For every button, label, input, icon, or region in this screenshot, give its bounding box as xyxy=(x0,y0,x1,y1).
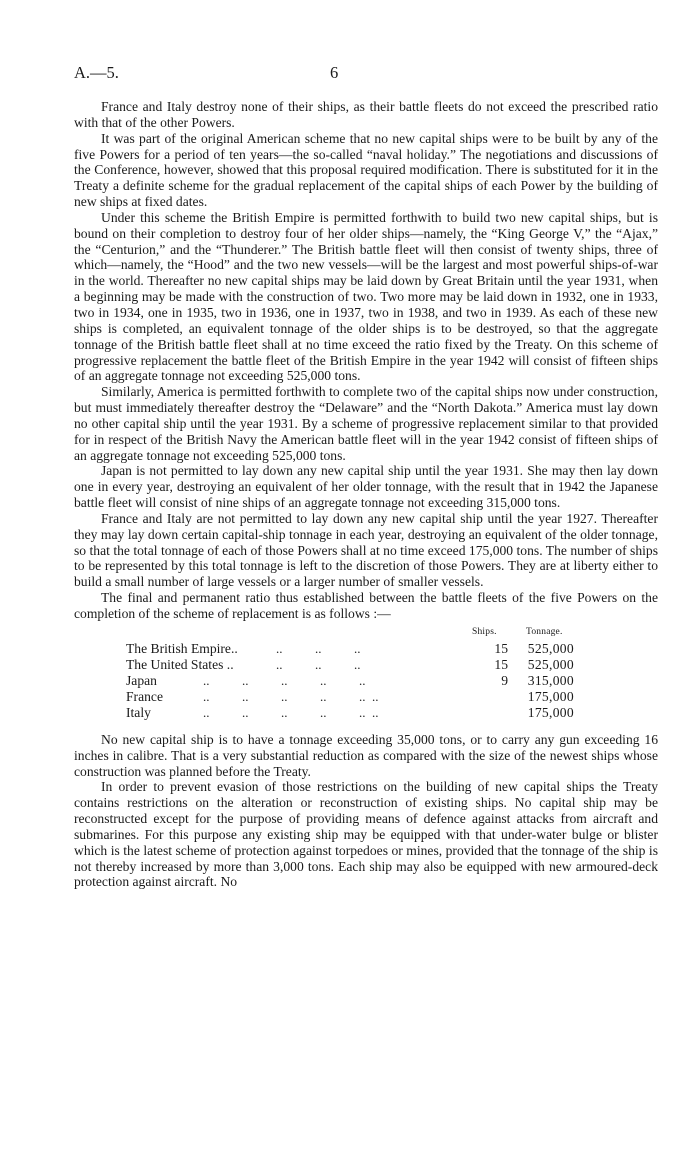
paragraph-japan-scheme: Japan is not permitted to lay down any new capital ship until the year 1931. She may then lay down one in every year, destroying an equivalent of her older tonnage, with the result that in 1942 the Japanese battle fleet will consist of nine ships of an aggregate tonnage not exceeding 315,000 tons. xyxy=(74,463,658,511)
document-page xyxy=(74,63,658,890)
ratio-ships-value: 15 xyxy=(494,640,508,656)
ratio-row-united-states xyxy=(74,657,658,672)
ratio-row-italy xyxy=(74,705,658,720)
ratio-ships-value: 9 xyxy=(501,672,508,688)
ratio-row-france xyxy=(74,689,658,704)
ratio-tonnage-value: 525,000 xyxy=(527,640,574,656)
paragraph-america-scheme: Similarly, America is permitted forthwith to complete two of the capital ships now under construction, but must immediately thereafter destroy the “Delaware” and the “North Dakota.” America must lay down no other capital ship until the year 1931. By a scheme of progressive replacement similar to that provided for in respect of the British Navy the American battle fleet will in the year 1942 consist of fifteen ships of an aggregate tonnage not exceeding 525,000 tons. xyxy=(74,384,658,463)
paragraph-france-italy: France and Italy destroy none of their ships, as their battle fleets do not exceed the prescribed ratio with that of the other Powers. xyxy=(74,99,658,130)
ratio-leader-dots: .. .. .. xyxy=(276,656,361,672)
paragraph-reconstruction-restrictions: In order to prevent evasion of those restrictions on the building of new capital ships the Treaty contains restrictions on the alteration or reconstruction of existing ships. No capital ship may be reconstructed except for the purpose of providing means of defence against attacks from aircraft and submarines. For this purpose any existing ship may be equipped with that under-water bulge or blister which is the latest scheme of protection against torpedoes or mines, provided that the tonnage of the ship is not thereby increased by more than 3,000 tons. Each ship may also be equipped with new armoured-deck protection against aircraft. No xyxy=(74,779,658,890)
ratio-power-name: The United States .. xyxy=(126,656,234,672)
ratio-header-tonnage: Tonnage. xyxy=(526,626,563,637)
ratio-leader-dots: .. .. .. xyxy=(276,640,361,656)
ratio-power-name: Italy xyxy=(126,704,151,720)
ratio-tonnage-value: 175,000 xyxy=(527,688,574,704)
ratio-leader-dots: .. .. .. .. .. .. xyxy=(203,704,379,720)
ratio-ships-value: 15 xyxy=(494,656,508,672)
ratio-power-name: The British Empire.. xyxy=(126,640,238,656)
ratio-tonnage-value: 315,000 xyxy=(527,672,574,688)
document-reference: A.—5. xyxy=(74,63,119,82)
ratio-power-name: Japan xyxy=(126,672,157,688)
page-number: 6 xyxy=(330,63,339,82)
ratio-tonnage-value: 175,000 xyxy=(527,704,574,720)
paragraph-naval-holiday: It was part of the original American scheme that no new capital ships were to be built by any of the five Powers for a period of ten years—the so-called “naval holiday.” The negotiations and discussions of the Conference, however, showed that this proposal required modification. There is substituted for it in the Treaty a definite scheme for the gradual replacement of the capital ships of each Power by the building of new ships at fixed dates. xyxy=(74,130,658,210)
ratio-header-ships: Ships. xyxy=(472,626,497,637)
paragraph-france-italy-scheme: France and Italy are not permitted to lay down any new capital ship until the year 1927. Thereafter they may lay down certain capital-ship tonnage in each year, destroying an equivalent of the older tonnage, so that the total tonnage of each of those Powers shall at no time exceed 175,000 tons. The number of ships to be represented by this total tonnage is left to the discretion of those Powers. They are at liberty either to build a small number of large vessels or a larger number of smaller vessels. xyxy=(74,510,658,590)
ratio-power-name: France xyxy=(126,688,163,704)
ratio-tonnage-value: 525,000 xyxy=(527,656,574,672)
page-header xyxy=(74,63,658,85)
paragraph-final-ratio: The final and permanent ratio thus established between the battle fleets of the five Powers on the completion of the scheme of replacement is as follows :— xyxy=(74,590,658,621)
ratio-leader-dots: .. .. .. .. .. .. xyxy=(203,688,379,704)
ratio-row-japan xyxy=(74,673,658,688)
ratio-leader-dots: .. .. .. .. .. xyxy=(203,672,366,688)
ratio-table xyxy=(74,622,658,718)
ratio-row-british-empire xyxy=(74,641,658,656)
paragraph-british-scheme: Under this scheme the British Empire is permitted forthwith to build two new capital ships, but is bound on their completion to destroy four of her older ships—namely, the “King George V,” the “Ajax,” the “Centurion,” and the “Thunderer.” The British battle fleet will then consist of twenty ships, three of which—namely, the “Hood” and the two new vessels—will be the largest and most powerful ships-of-war in the world. Thereafter no new capital ships may be laid down by Great Britain until the year 1931, when a beginning may be made with the construction of two. Two more may be laid down in 1932, one in 1933, two in 1934, one in 1935, two in 1936, one in 1937, two in 1938, and two in 1939. As each of these new ships is completed, an equivalent tonnage of the older ships is to be destroyed, so that the aggregate tonnage of the British battle fleet shall at no time exceed the ratio fixed by the Treaty. On this scheme of progressive replacement the battle fleet of the British Empire in the year 1942 will consist of fifteen ships of an aggregate tonnage not exceeding 525,000 tons. xyxy=(74,209,658,384)
paragraph-tonnage-limit: No new capital ship is to have a tonnage exceeding 35,000 tons, or to carry any gun exceeding 16 inches in calibre. That is a very substantial reduction as compared with the size of the newest ships whose construction was planned before the Treaty. xyxy=(74,731,658,779)
